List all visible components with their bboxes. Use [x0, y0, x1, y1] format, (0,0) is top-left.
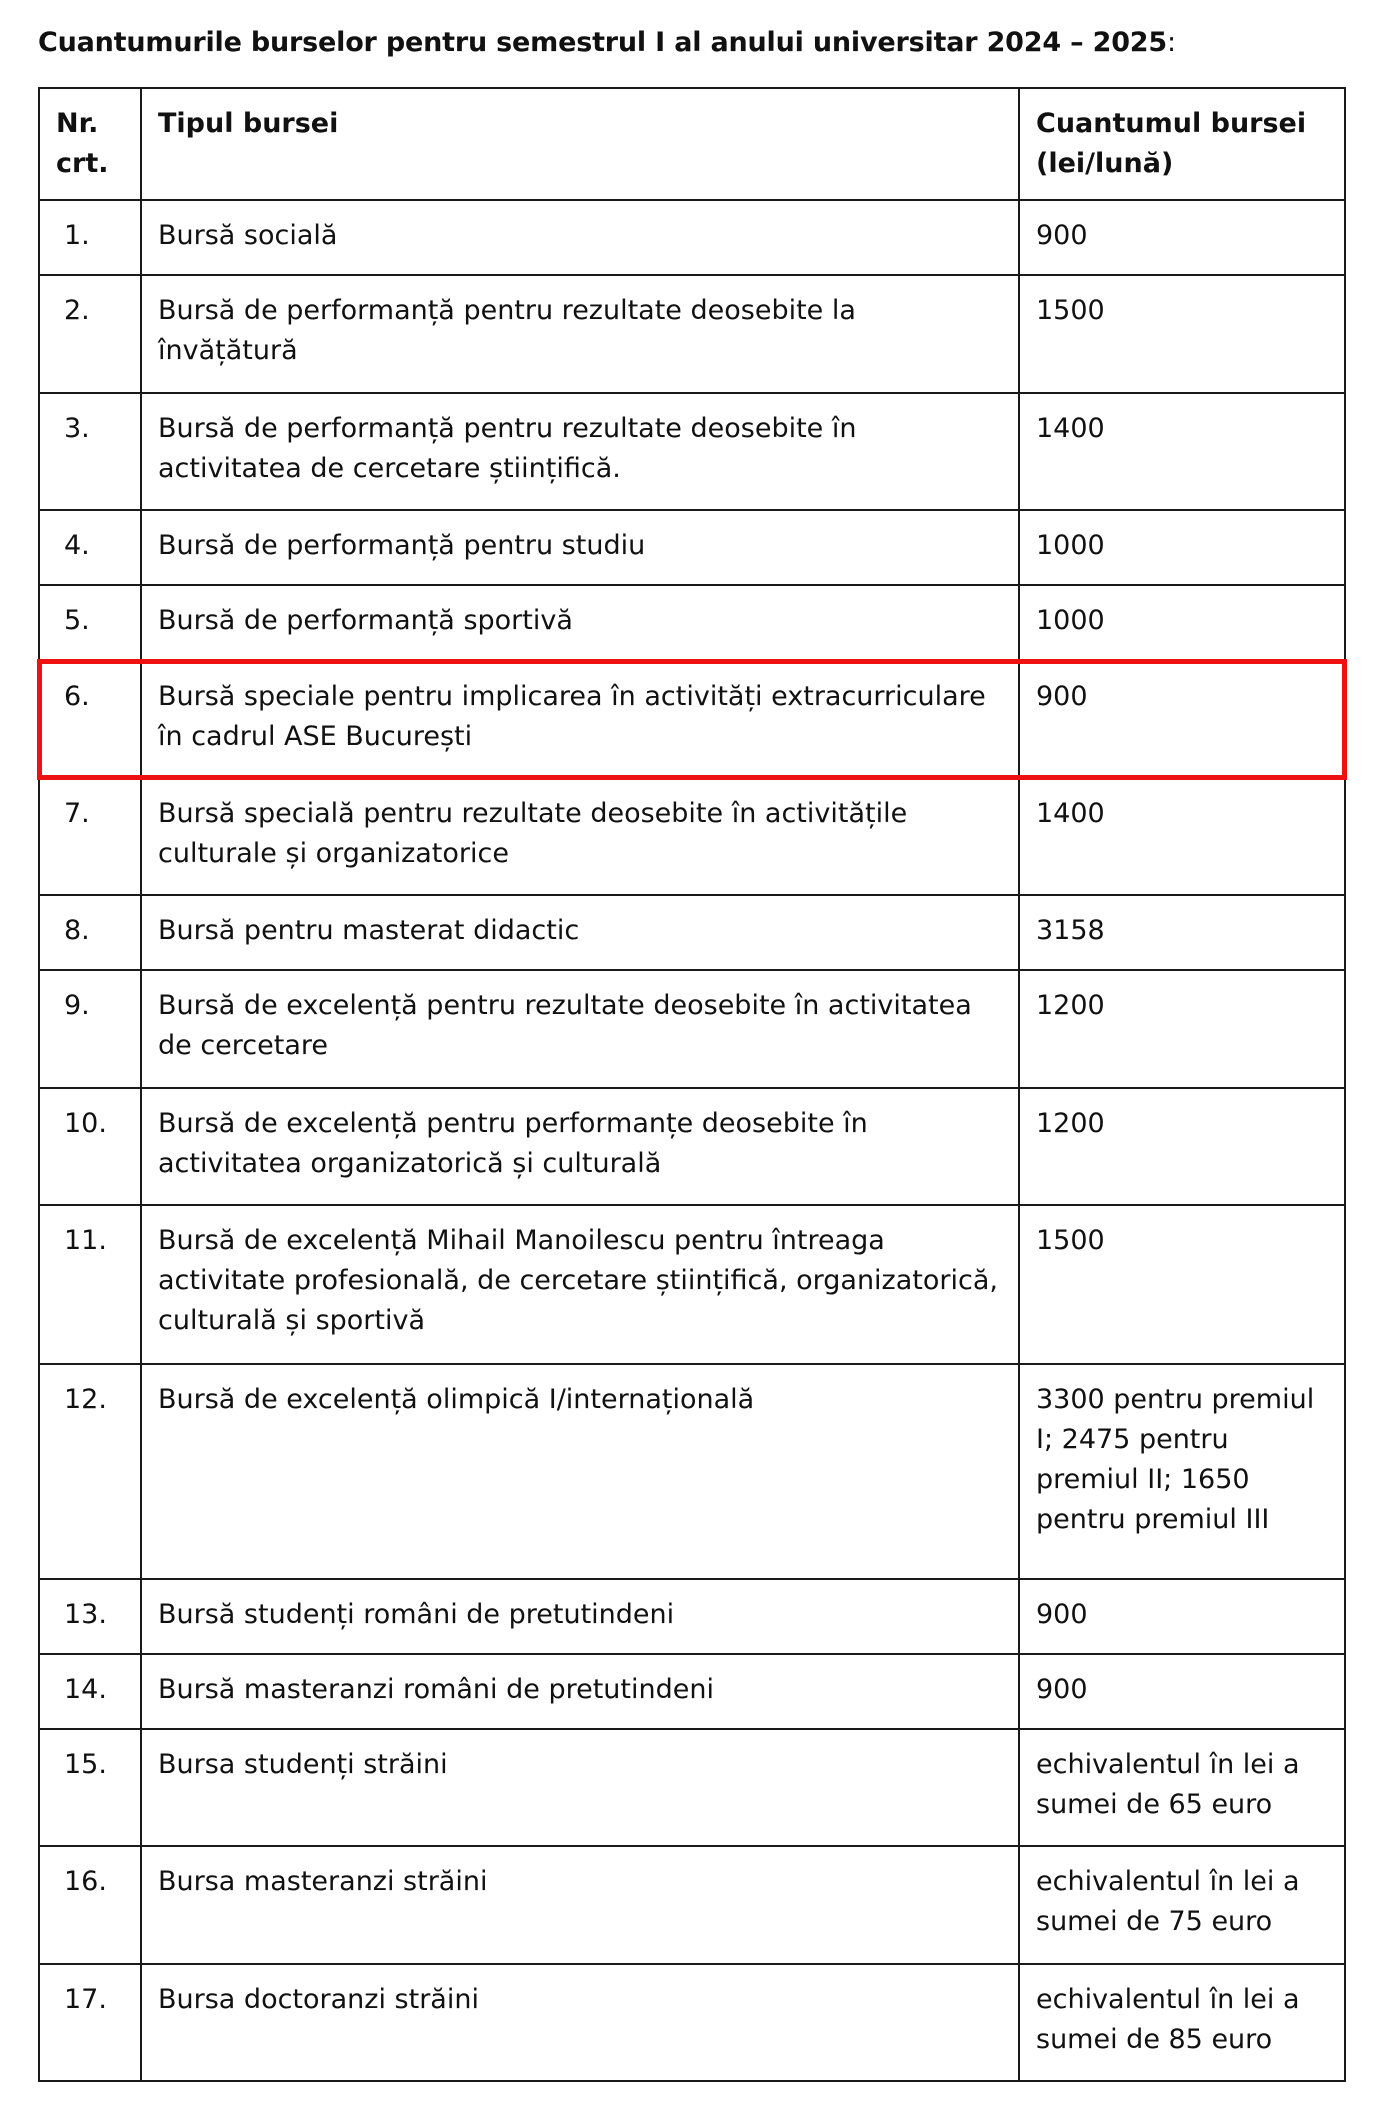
table-row — [39, 1364, 1345, 1579]
table-row — [39, 275, 1345, 392]
table-row — [39, 1964, 1345, 2081]
row-nr: 1. — [39, 200, 141, 275]
header-amount: Cuantumul bursei (lei/lună) — [1019, 88, 1345, 200]
row-type: Bursă de excelență olimpică I/internațională — [141, 1364, 1019, 1579]
row-amount: 1500 — [1019, 275, 1345, 392]
row-amount: 1200 — [1019, 970, 1345, 1087]
row-type: Bursă de performanță pentru rezultate deosebite în activitatea de cercetare științifică. — [141, 393, 1019, 510]
header-type: Tipul bursei — [141, 88, 1019, 200]
row-type: Bursă socială — [141, 200, 1019, 275]
page-heading — [38, 20, 1358, 66]
row-type: Bursa studenți străini — [141, 1729, 1019, 1846]
row-type: Bursă masteranzi români de pretutindeni — [141, 1654, 1019, 1729]
row-amount: 900 — [1019, 200, 1345, 275]
row-type: Bursă specială pentru rezultate deosebite în activitățile culturale și organizatorice — [141, 778, 1019, 895]
row-type: Bursa doctoranzi străini — [141, 1964, 1019, 2081]
row-type: Bursa masteranzi străini — [141, 1846, 1019, 1963]
row-amount: 1500 — [1019, 1205, 1345, 1364]
table-row — [39, 778, 1345, 895]
row-nr: 14. — [39, 1654, 141, 1729]
row-nr: 5. — [39, 585, 141, 660]
row-nr: 16. — [39, 1846, 141, 1963]
heading-text: Cuantumurile burselor pentru semestrul I al anului universitar 2024 – 2025 — [38, 27, 1167, 58]
table-row — [39, 200, 1345, 275]
table-row — [39, 1846, 1345, 1963]
table-row — [39, 510, 1345, 585]
table-row — [39, 1088, 1345, 1205]
row-nr: 11. — [39, 1205, 141, 1364]
row-type: Bursă speciale pentru implicarea în activități extracurriculare în cadrul ASE București — [141, 661, 1019, 778]
row-amount: 900 — [1019, 1654, 1345, 1729]
row-amount: 1000 — [1019, 585, 1345, 660]
row-type: Bursă de excelență pentru performanțe deosebite în activitatea organizatorică și culturală — [141, 1088, 1019, 1205]
row-type: Bursă de performanță pentru studiu — [141, 510, 1019, 585]
row-amount: 900 — [1019, 661, 1345, 778]
row-nr: 15. — [39, 1729, 141, 1846]
row-amount: 1200 — [1019, 1088, 1345, 1205]
row-type: Bursă de excelență pentru rezultate deosebite în activitatea de cercetare — [141, 970, 1019, 1087]
row-nr: 7. — [39, 778, 141, 895]
table-row — [39, 1654, 1345, 1729]
row-nr: 10. — [39, 1088, 141, 1205]
scholarship-table — [38, 87, 1346, 2082]
row-nr: 6. — [39, 661, 141, 778]
row-amount: 1000 — [1019, 510, 1345, 585]
row-nr: 13. — [39, 1579, 141, 1654]
table-row — [39, 1579, 1345, 1654]
table-row — [39, 585, 1345, 660]
header-nr: Nr. crt. — [39, 88, 141, 200]
table-header-row — [39, 88, 1345, 200]
row-nr: 9. — [39, 970, 141, 1087]
row-nr: 4. — [39, 510, 141, 585]
row-amount: 1400 — [1019, 778, 1345, 895]
table-row — [39, 393, 1345, 510]
row-type: Bursă pentru masterat didactic — [141, 895, 1019, 970]
row-amount: 1400 — [1019, 393, 1345, 510]
table-row — [39, 1729, 1345, 1846]
row-amount: echivalentul în lei a sumei de 65 euro — [1019, 1729, 1345, 1846]
table-row — [39, 895, 1345, 970]
row-nr: 2. — [39, 275, 141, 392]
row-amount: 3158 — [1019, 895, 1345, 970]
table-row — [39, 1205, 1345, 1364]
row-amount: 3300 pentru premiul I; 2475 pentru premiul II; 1650 pentru premiul III — [1019, 1364, 1345, 1579]
row-nr: 17. — [39, 1964, 141, 2081]
row-type: Bursă studenți români de pretutindeni — [141, 1579, 1019, 1654]
heading-suffix: : — [1166, 27, 1176, 58]
row-amount: 900 — [1019, 1579, 1345, 1654]
table-row — [39, 970, 1345, 1087]
row-type: Bursă de excelență Mihail Manoilescu pentru întreaga activitate profesională, de cercetare științifică, organizatorică, culturală și sportivă — [141, 1205, 1019, 1364]
row-nr: 3. — [39, 393, 141, 510]
row-nr: 8. — [39, 895, 141, 970]
row-amount: echivalentul în lei a sumei de 75 euro — [1019, 1846, 1345, 1963]
row-nr: 12. — [39, 1364, 141, 1579]
row-amount: echivalentul în lei a sumei de 85 euro — [1019, 1964, 1345, 2081]
row-type: Bursă de performanță sportivă — [141, 585, 1019, 660]
table-row-highlighted — [39, 661, 1345, 778]
row-type: Bursă de performanță pentru rezultate deosebite la învățătură — [141, 275, 1019, 392]
